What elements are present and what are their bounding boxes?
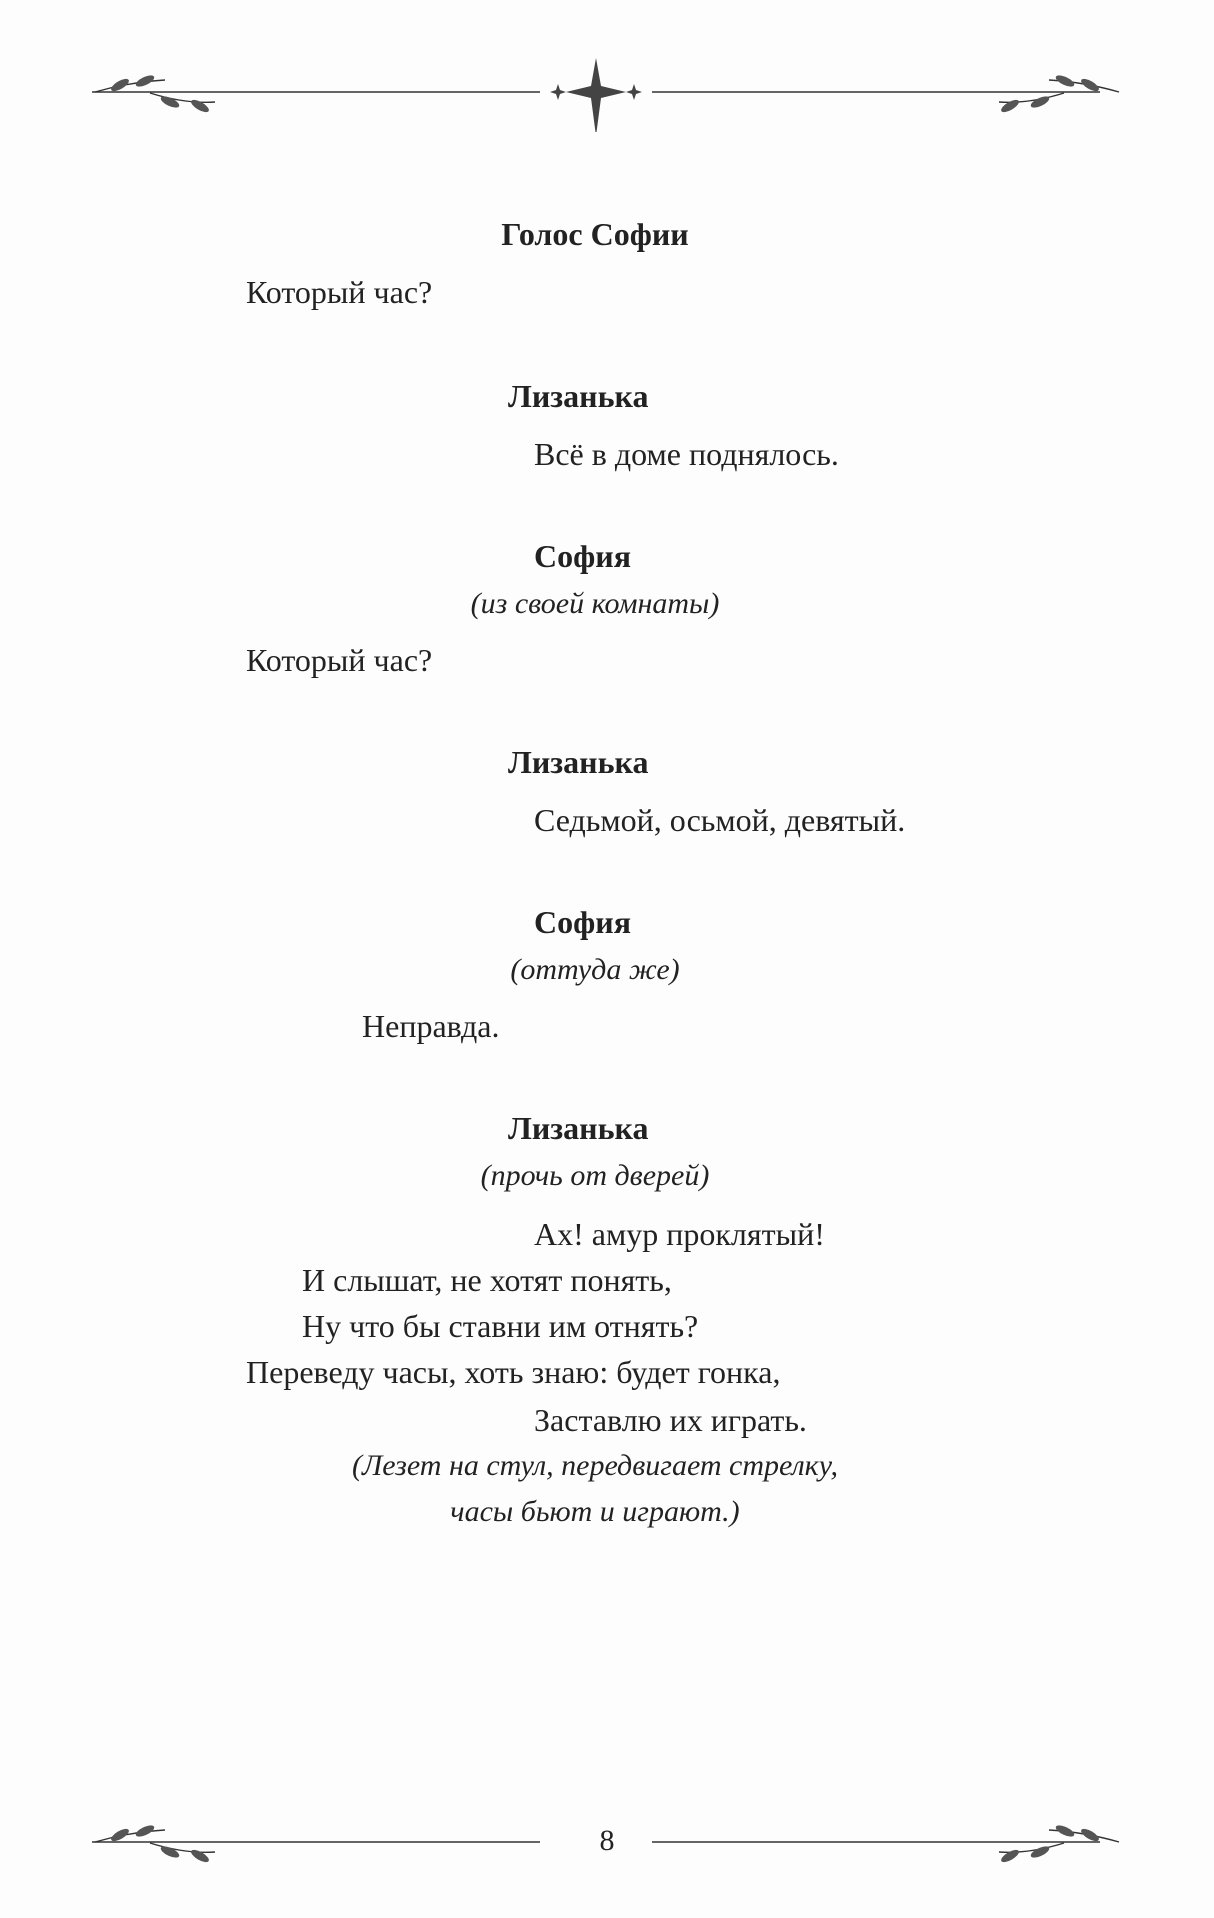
speech-line: Всё в доме поднялось. xyxy=(534,436,839,472)
speech-line: Седьмой, осьмой, девятый. xyxy=(534,802,906,838)
speech-line: Который час? xyxy=(246,274,433,310)
speaker-name: Лизанька xyxy=(508,378,649,414)
speech-line: Неправда. xyxy=(362,1008,500,1044)
verse-line: И слышат, не хотят понять, xyxy=(302,1262,672,1298)
page-number: 8 xyxy=(599,1824,615,1857)
speaker-name: София xyxy=(534,538,631,574)
verse-line: Переведу часы, хоть знаю: будет гонка, xyxy=(246,1354,781,1390)
speaker-name: София xyxy=(534,904,631,940)
stage-direction: (из своей комнаты) xyxy=(470,587,720,620)
speaker-name: Лизанька xyxy=(508,744,649,780)
verse-line: Ах! амур проклятый! xyxy=(534,1216,825,1252)
speech-line: Который час? xyxy=(246,642,433,678)
stage-direction: часы бьют и играют.) xyxy=(450,1495,740,1528)
top-vine-star-ornament-icon xyxy=(0,52,1214,132)
stage-direction: (оттуда же) xyxy=(510,953,680,986)
verse-line: Заставлю их играть. xyxy=(534,1402,807,1438)
verse-line: Ну что бы ставни им отнять? xyxy=(302,1308,699,1344)
speaker-name: Лизанька xyxy=(508,1110,649,1146)
stage-direction: (прочь от дверей) xyxy=(480,1159,710,1192)
stage-direction: (Лезет на стул, передвигает стрелку, xyxy=(351,1449,839,1482)
speaker-name: Голос Софии xyxy=(501,216,689,252)
